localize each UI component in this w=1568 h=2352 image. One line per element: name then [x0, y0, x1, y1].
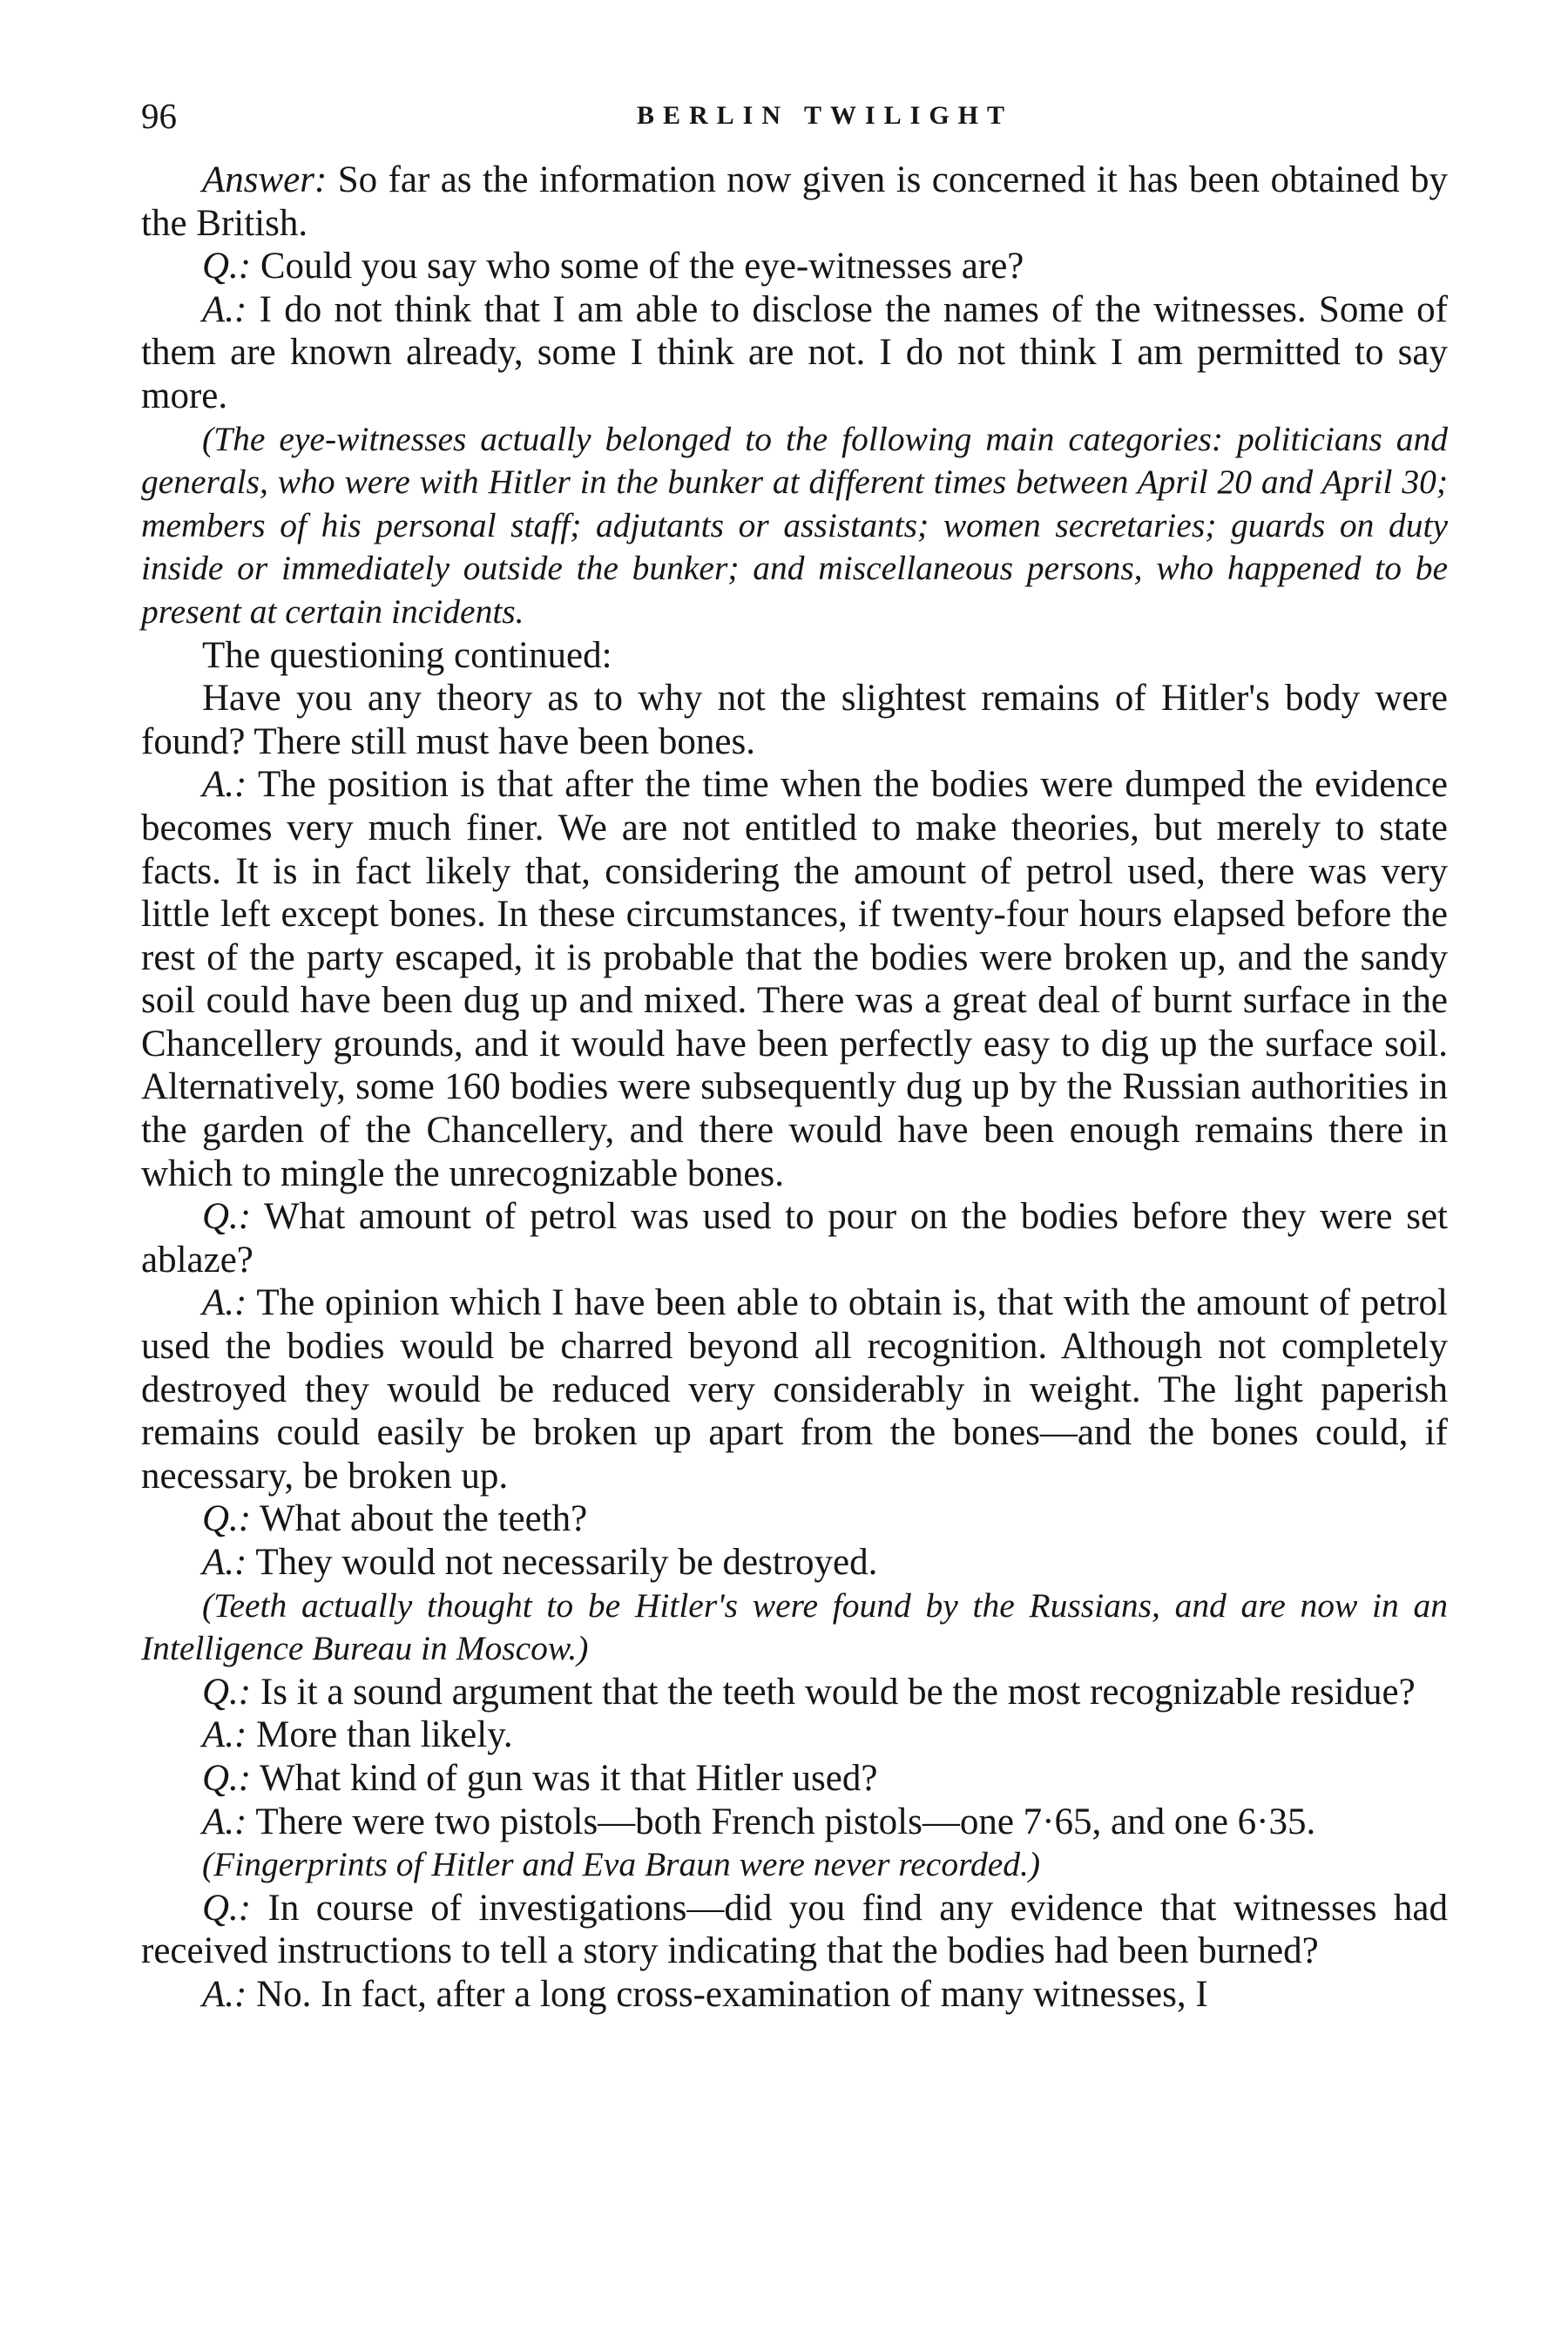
- paragraph-text: The questioning continued:: [202, 634, 612, 676]
- paragraph-text: What about the teeth?: [251, 1498, 588, 1540]
- editorial-note-2: [141, 1585, 1448, 1671]
- speaker-label: A.:: [202, 1282, 247, 1324]
- paragraph-text: (Teeth actually thought to be Hitler's were found by the Russians, and are now in an Intelligence Bureau in Moscow.): [141, 1585, 1448, 1668]
- paragraph-14: [141, 1713, 1448, 1757]
- paragraph-13: [141, 1671, 1448, 1714]
- editorial-note-3: [141, 1843, 1448, 1887]
- speaker-label: Q.:: [202, 1498, 252, 1540]
- speaker-label: A.:: [202, 1542, 247, 1583]
- paragraph-text: So far as the information now given is concerned it has been obtained by the British.: [141, 159, 1448, 244]
- speaker-label: A.:: [202, 288, 247, 330]
- speaker-label: Q.:: [202, 1671, 252, 1713]
- paragraph-text: Could you say who some of the eye-witnesses are?: [251, 246, 1024, 287]
- page-number: 96: [141, 96, 177, 136]
- speaker-label: Answer:: [202, 159, 328, 200]
- paragraph-text: Is it a sound argument that the teeth would be the most recognizable residue?: [251, 1671, 1416, 1713]
- paragraph-8: [141, 1195, 1448, 1281]
- paragraph-text: There were two pistols—both French pistols—one 7·65, and one 6·35.: [247, 1801, 1316, 1842]
- running-title: BERLIN TWILIGHT: [636, 101, 1014, 130]
- paragraph-text: What kind of gun was it that Hitler used?: [251, 1757, 878, 1799]
- paragraph-18: [141, 1887, 1448, 1973]
- paragraph-7: [141, 763, 1448, 1195]
- paragraph-text: No. In fact, after a long cross-examination of many witnesses, I: [247, 1973, 1208, 2015]
- paragraph-3: [141, 288, 1448, 418]
- paragraph-10: [141, 1497, 1448, 1541]
- paragraph-text: What amount of petrol was used to pour on the bodies before they were set ablaze?: [141, 1196, 1448, 1281]
- paragraph-text: The opinion which I have been able to obtain is, that with the amount of petrol used the bodies would be charred beyond all recognition. Although not completely destroyed they would be reduced very considerably in weight. The light paperish remains could easily be broken up apart from the bones—and the bones could, if necessary, be broken up.: [141, 1282, 1448, 1497]
- speaker-label: A.:: [202, 1973, 247, 2015]
- paragraph-16: [141, 1801, 1448, 1844]
- paragraph-11: [141, 1541, 1448, 1585]
- paragraph-text: In course of investigations—did you find any evidence that witnesses had received instructions to tell a story indicating that the bodies had been burned?: [141, 1887, 1448, 1972]
- paragraph-text: The position is that after the time when the bodies were dumped the evidence becomes very much finer. We are not entitled to make theories, but merely to state facts. It is in fact likely that, considering the amount of petrol used, there was very little left except bones. In these circumstances, if twenty-four hours elapsed before the rest of the party escaped, it is probable that the bodies were broken up, and the sandy soil could have been dug up and mixed. There was a great deal of burnt surface in the Chancellery grounds, and it would have been perfectly easy to dig up the surface soil. Alternatively, some 160 bodies were subsequently dug up by the Russian authorities in the garden of the Chancellery, and there would have been enough remains there in which to mingle the unrecognizable bones.: [141, 764, 1448, 1194]
- paragraph-text: (The eye-witnesses actually belonged to the following main categories: politicians and generals, who were with Hitler in the bunker at different times between April 20 and April 30; members of his personal staff; adjutants or assistants; women secretaries; guards on duty inside or immediately outside the bunker; and miscellaneous persons, who happened to be present at certain incidents.: [141, 419, 1448, 631]
- speaker-label: Q.:: [202, 1757, 252, 1799]
- paragraph-5: [141, 634, 1448, 678]
- paragraph-15: [141, 1757, 1448, 1801]
- editorial-note-1: [141, 418, 1448, 634]
- paragraph-text: More than likely.: [247, 1714, 513, 1756]
- page-header: [141, 94, 1448, 138]
- speaker-label: Q.:: [202, 1887, 252, 1929]
- paragraph-1: [141, 159, 1448, 245]
- paragraph-text: They would not necessarily be destroyed.: [247, 1542, 878, 1583]
- paragraph-text: Have you any theory as to why not the slightest remains of Hitler's body were found? There still must have been bones.: [141, 678, 1448, 762]
- speaker-label: Q.:: [202, 1196, 252, 1238]
- speaker-label: A.:: [202, 1801, 247, 1842]
- paragraph-9: [141, 1281, 1448, 1497]
- speaker-label: Q.:: [202, 246, 252, 287]
- paragraph-2: [141, 245, 1448, 288]
- paragraph-text: I do not think that I am able to disclose the names of the witnesses. Some of them are known already, some I think are not. I do not think I am permitted to say more.: [141, 288, 1448, 416]
- paragraph-text: (Fingerprints of Hitler and Eva Braun were never recorded.): [202, 1845, 1041, 1884]
- paragraph-6: [141, 677, 1448, 763]
- paragraph-19: [141, 1973, 1448, 2017]
- body-text: [141, 159, 1448, 2017]
- speaker-label: A.:: [202, 1714, 247, 1756]
- speaker-label: A.:: [202, 764, 247, 806]
